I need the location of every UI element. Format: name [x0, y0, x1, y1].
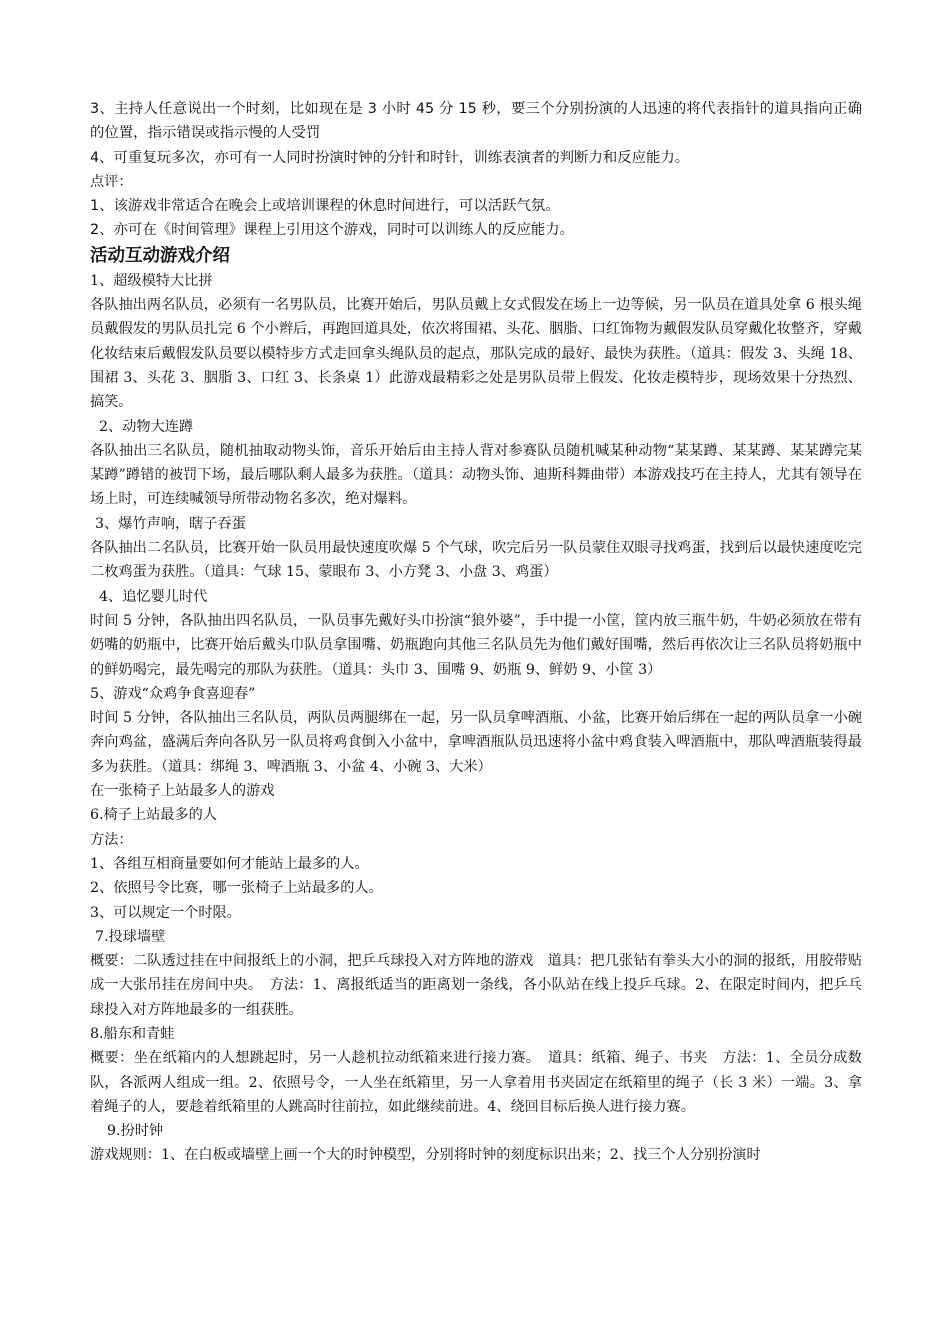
rule-4-paragraph: 4、可重复玩多次，亦可有一人同时扮演时钟的分针和时针，训练表演者的判断力和反应能力。	[90, 149, 690, 166]
comment-label: 点评：	[90, 173, 133, 190]
game-2-title: 2、动物大连蹲	[99, 418, 194, 435]
game-5-title: 5、游戏“众鸡争食喜迎春”	[90, 685, 256, 702]
document-page	[90, 97, 862, 1168]
comment-1-paragraph: 1、该游戏非常适合在晚会上或培训课程的休息时间进行，可以活跃气氛。	[90, 198, 560, 215]
game-9-body: 游戏规则：1、在白板或墙壁上画一个大的时钟模型，分别将时钟的刻度标识出来；2、找三个人分别扮演时	[90, 1147, 761, 1164]
game-6-method-label: 方法：	[90, 831, 133, 848]
game-6-title: 6.椅子上站最多的人	[90, 807, 218, 824]
comment-2-paragraph: 2、亦可在《时间管理》课程上引用这个游戏，同时可以训练人的反应能力。	[90, 222, 575, 239]
game-6-step-1: 1、各组互相商量要如何才能站上最多的人。	[90, 855, 369, 872]
game-6-step-2: 2、依照号令比赛，哪一张椅子上站最多的人。	[90, 880, 383, 897]
game-3-body: 各队抽出二名队员，比赛开始一队员用最快速度吹爆 5 个气球，吹完后另一队员蒙住双眼寻找鸡蛋，找到后以最快速度吃完二枚鸡蛋为获胜。（道具：气球 15、蒙眼布 3、小方凳 3、小盘 3、鸡蛋）	[90, 540, 862, 581]
game-3-title: 3、爆竹声响，瞎子吞蛋	[95, 515, 246, 532]
game-8-title: 8.船东和青蛙	[90, 1025, 175, 1042]
game-8-body: 概要：坐在纸箱内的人想跳起时，另一人趁机拉动纸箱来进行接力赛。 道具：纸箱、绳子、书夹 方法：1、全员分成数队，各派两人组成一组。2、依照号令，一人坐在纸箱里，另一人拿着用书夹固定在纸箱里的绳子（长 3 米）一端。3、拿着绳子的人，要趁着纸箱里的人跳高时往前拉，如此继续前进。4、绕回目标后换人进行接力赛。	[90, 1050, 862, 1115]
game-7-body: 概要：二队透过挂在中间报纸上的小洞，把乒乓球投入对方阵地的游戏 道具：把几张钻有拳头大小的洞的报纸，用胶带贴成一大张吊挂在房间中央。 方法：1、离报纸适当的距离划一条线，各小队站在线上投乒乓球。2、在限定时间内，把乒乓球投入对方阵地最多的一组获胜。	[90, 953, 862, 1018]
chair-game-heading: 在一张椅子上站最多人的游戏	[90, 783, 275, 800]
rule-3-paragraph: 3、主持人任意说出一个时刻，比如现在是 3 小时 45 分 15 秒，要三个分别扮演的人迅速的将代表指针的道具指向正确的位置，指示错误或指示慢的人受罚	[90, 101, 862, 142]
game-4-body: 时间 5 分钟，各队抽出四名队员，一队员事先戴好头巾扮演“狼外婆”，手中提一小筐，筐内放三瓶牛奶，牛奶必须放在带有奶嘴的奶瓶中，比赛开始后戴头巾队员拿围嘴、奶瓶跑向其他三名队员先为他们戴好围嘴，然后再依次让三名队员将奶瓶中的鲜奶喝完，最先喝完的那队为获胜。（道具：头巾 3、围嘴 9、奶瓶 9、鲜奶 9、小筐 3）	[90, 612, 862, 678]
game-1-body: 各队抽出两名队员，必须有一名男队员，比赛开始后，男队员戴上女式假发在场上一边等候，另一队员在道具处拿 6 根头绳员戴假发的男队员扎完 6 个小辫后，再跑回道具处，依次将围裙、头花、胭脂、口红饰物为戴假发队员穿戴化妆整齐，穿戴化妆结束后戴假发队员要以模特步方式走回拿头绳队员的起点，那队完成的最好、最快为获胜。（道具：假发 3、头绳 18、围裙 3、头花 3、胭脂 3、口红 3、长条桌 1）此游戏最精彩之处是男队员带上假发、化妆走模特步，现场效果十分热烈、搞笑。	[90, 297, 862, 411]
section-title: 活动互动游戏介绍	[90, 245, 230, 266]
game-2-body: 各队抽出三名队员，随机抽取动物头饰，音乐开始后由主持人背对参赛队员随机喊某种动物“某某蹲、某某蹲、某某蹲完某某蹲”蹲错的被罚下场，最后哪队剩人最多为获胜。（道具：动物头饰、迪斯科舞曲带）本游戏技巧在主持人，尤其有领导在场上时，可连续喊领导所带动物名多次，绝对爆料。	[90, 442, 862, 508]
game-6-step-3: 3、可以规定一个时限。	[90, 904, 241, 921]
game-4-title: 4、追忆婴儿时代	[99, 588, 208, 605]
game-5-body: 时间 5 分钟，各队抽出三名队员，两队员两腿绑在一起，另一队员拿啤酒瓶、小盆，比赛开始后绑在一起的两队员拿一小碗奔向鸡盆，盛满后奔向各队另一队员将鸡食倒入小盆中，拿啤酒瓶队员迅速将小盆中鸡食装入啤酒瓶中，那队啤酒瓶装得最多为获胜。（道具：绑绳 3、啤酒瓶 3、小盆 4、小碗 3、大米）	[90, 710, 862, 775]
game-9-title: 9.扮时钟	[107, 1123, 164, 1140]
game-7-title: 7.投球墙壁	[95, 928, 166, 945]
game-1-title: 1、超级模特大比拼	[90, 272, 213, 289]
